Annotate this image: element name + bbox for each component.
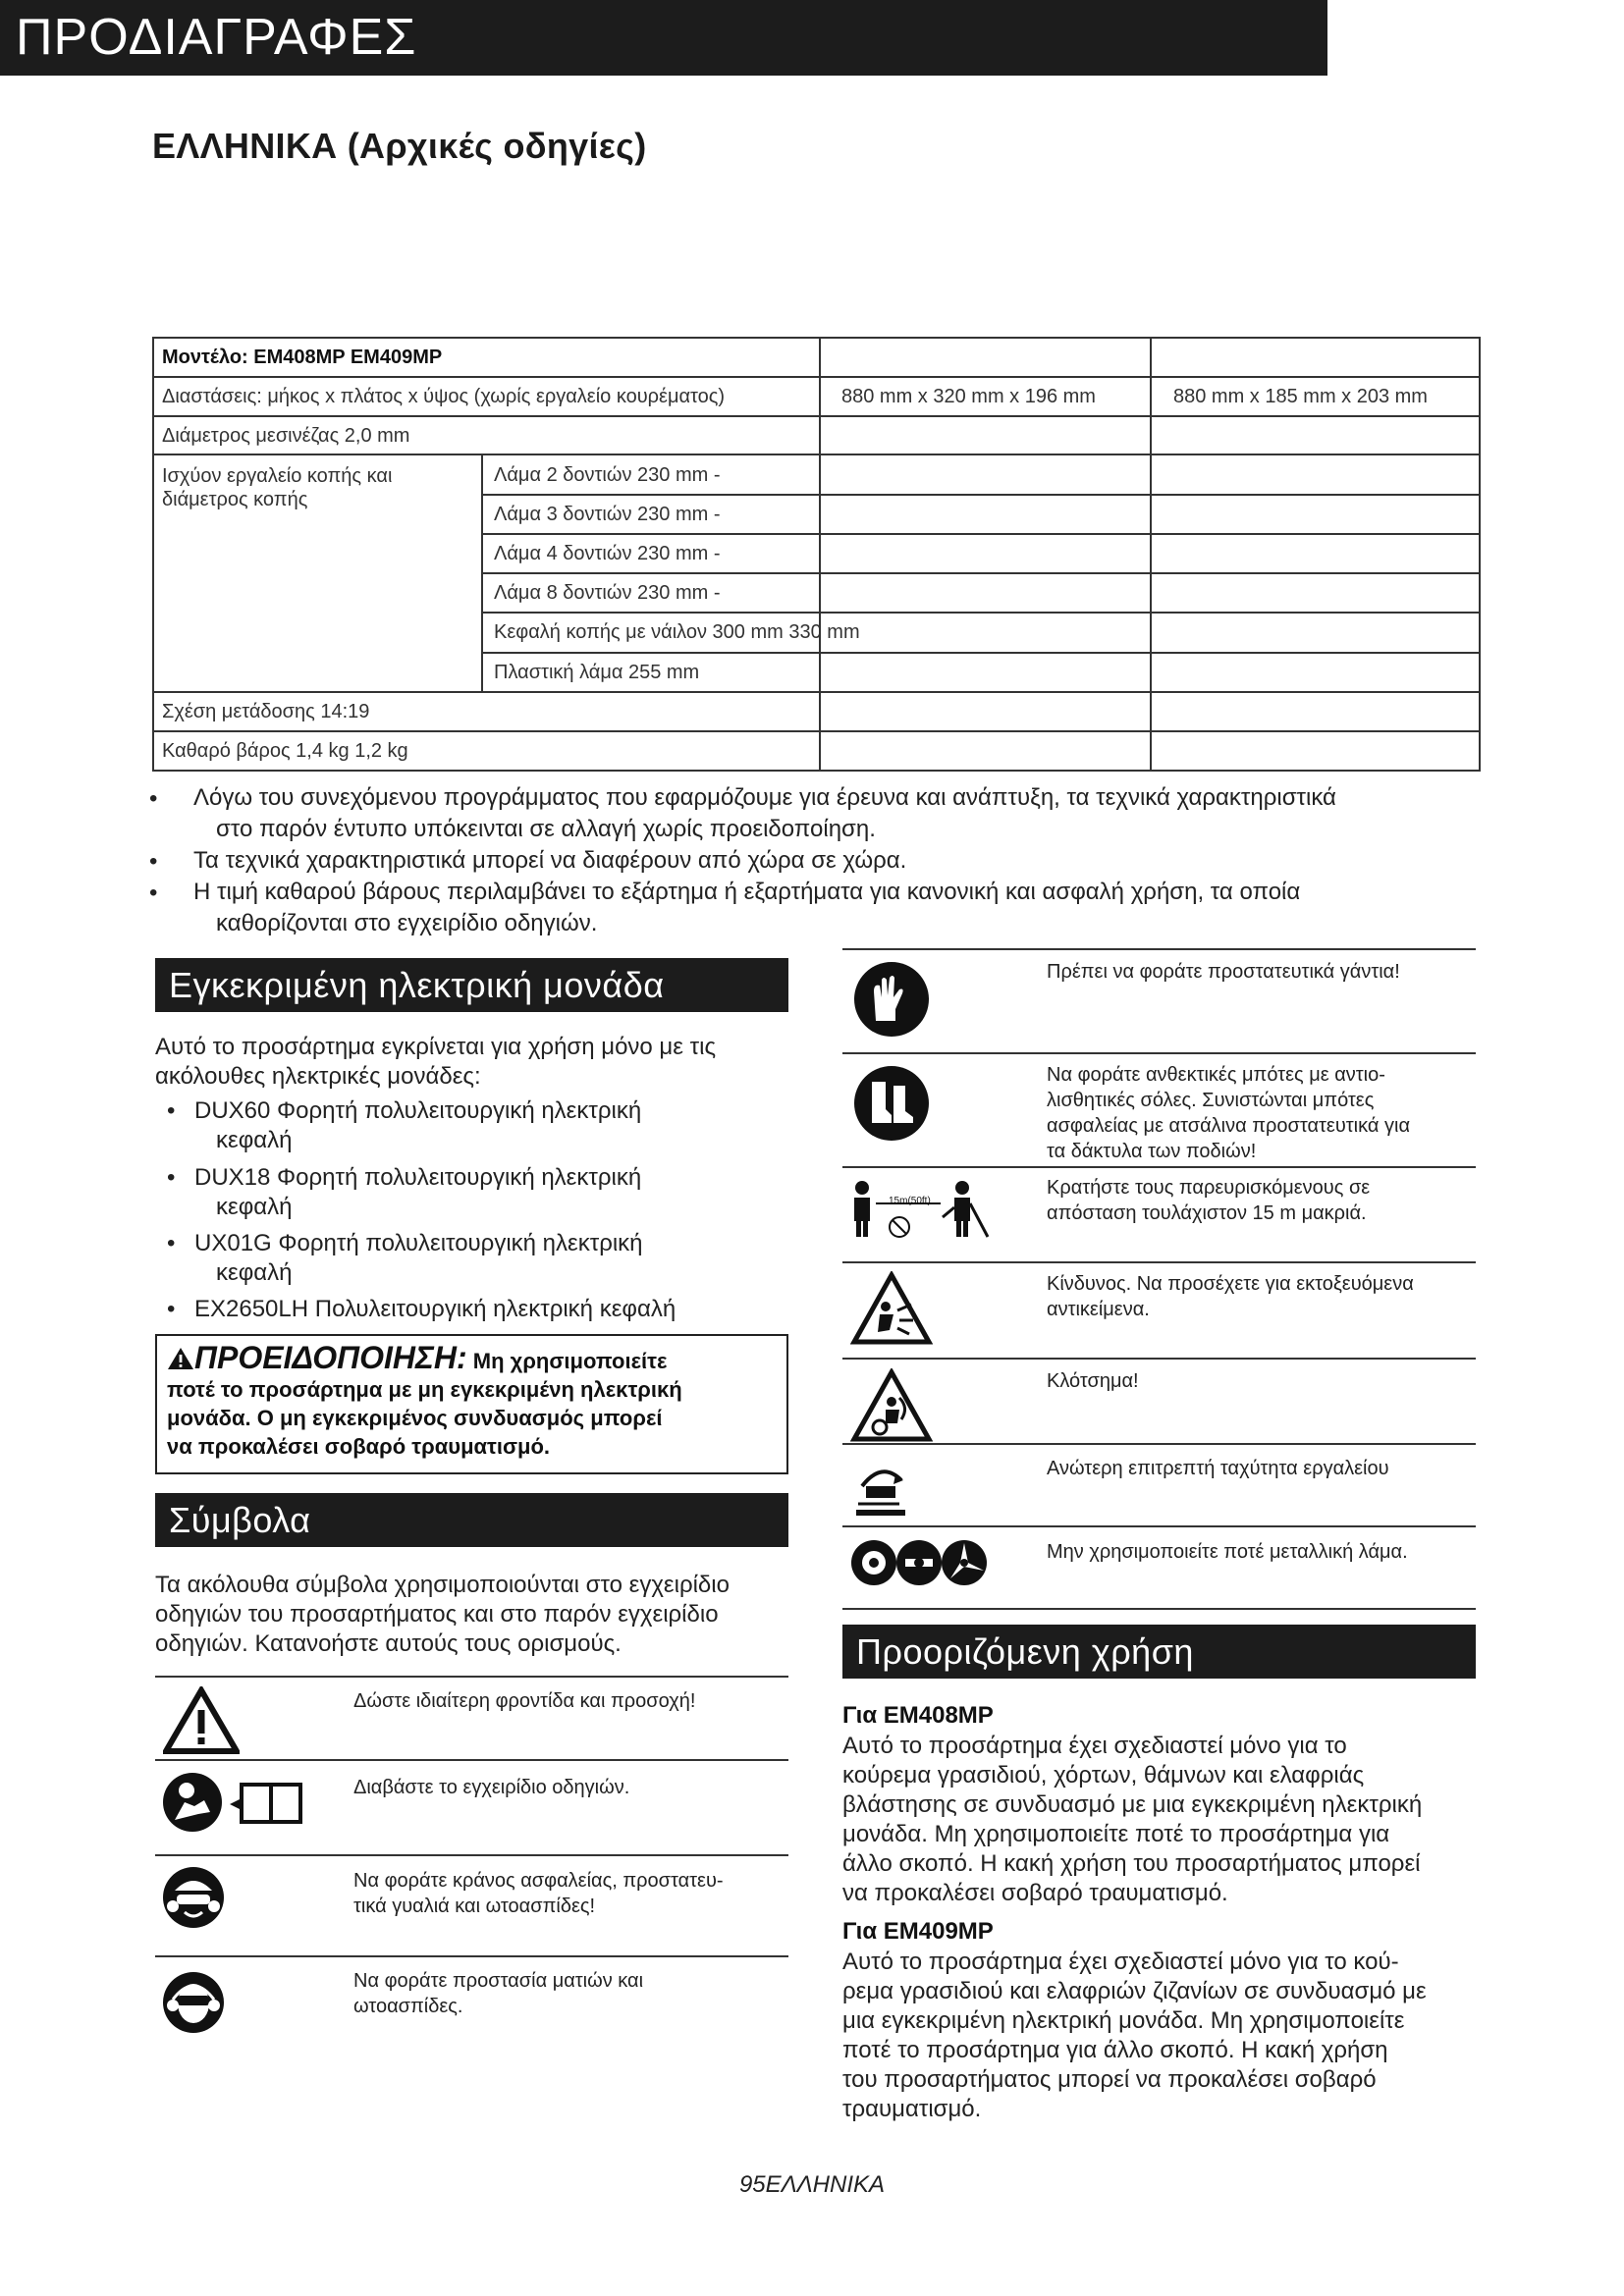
- keep-distance-icon: [846, 1178, 994, 1250]
- power-unit-item: κεφαλή: [216, 1259, 293, 1286]
- symbol-description: Διαβάστε το εγχειρίδιο οδηγιών.: [353, 1777, 630, 1798]
- symbol-description: Ανώτερη επιτρεπτή ταχύτητα εργαλείου: [1047, 1458, 1389, 1479]
- intended-use-text: βλάστησης σε συνδυασμό με μια εγκεκριμένη ηλεκτρική: [842, 1791, 1423, 1818]
- flying-objects-icon: [850, 1271, 933, 1351]
- kickback-icon: [850, 1368, 933, 1448]
- warning-triangle-icon: [167, 1347, 194, 1370]
- language-title: ΕΛΛΗΝΙΚΑ (Αρχικές οδηγίες): [152, 126, 647, 166]
- distance-label: 15m(50ft): [889, 1196, 931, 1206]
- symbols-intro: Τα ακόλουθα σύμβολα χρησιμοποιούνται στο εγχειρίδιο: [155, 1572, 730, 1598]
- cutting-tool-row: Λάμα 8 δοντιών 230 mm -: [494, 582, 721, 604]
- symbol-description: Κίνδυνος. Να προσέχετε για εκτοξευόμενα: [1047, 1273, 1414, 1295]
- eye-ear-protection-icon: [161, 1970, 226, 2040]
- divider: [842, 1358, 1476, 1360]
- power-unit-item: DUX60 Φορητή πολυλειτουργική ηλεκτρική: [194, 1097, 642, 1124]
- em409mp-heading: Για EM409MP: [842, 1918, 994, 1945]
- bullet: •: [149, 848, 158, 875]
- spec-note: Η τιμή καθαρού βάρους περιλαμβάνει το εξάρτημα ή εξαρτήματα για κανονική και ασφαλή χρήση, τα οποία: [193, 879, 1301, 905]
- net-weight-cell: Καθαρό βάρος 1,4 kg 1,2 kg: [162, 740, 408, 762]
- intended-use-text: να προκαλέσει σοβαρό τραυματισμό.: [842, 1880, 1228, 1906]
- power-unit-item: DUX18 Φορητή πολυλειτουργική ηλεκτρική: [194, 1164, 642, 1191]
- bullet: •: [167, 1164, 176, 1191]
- symbol-description: αντικείμενα.: [1047, 1299, 1150, 1320]
- intended-use-text: Αυτό το προσάρτημα έχει σχεδιαστεί μόνο για το κού-: [842, 1949, 1399, 1975]
- read-manual-icon: [161, 1771, 308, 1839]
- spec-note: καθορίζονται στο εγχειρίδιο οδηγιών.: [216, 910, 598, 936]
- symbol-description: Κρατήστε τους παρευρισκόμενους σε: [1047, 1177, 1371, 1199]
- divider: [155, 1759, 788, 1761]
- intended-use-text: μονάδα. Μη χρησιμοποιείτε ποτέ το προσάρτημα για: [842, 1821, 1390, 1847]
- divider: [842, 1525, 1476, 1527]
- symbol-description: Μην χρησιμοποιείτε ποτέ μεταλλική λάμα.: [1047, 1541, 1408, 1563]
- warning-box: [155, 1334, 788, 1474]
- cutting-tool-row: Λάμα 2 δοντιών 230 mm -: [494, 464, 721, 486]
- bullet: •: [167, 1097, 176, 1124]
- power-unit-item: κεφαλή: [216, 1127, 293, 1153]
- no-metal-blade-icon: [850, 1537, 988, 1593]
- divider: [842, 1443, 1476, 1445]
- page-footer: 95ΕΛΛΗΝΙΚΑ: [738, 2171, 886, 2198]
- intended-use-text: Αυτό το προσάρτημα έχει σχεδιαστεί μόνο για το: [842, 1733, 1347, 1759]
- divider: [842, 1261, 1476, 1263]
- divider: [842, 1166, 1476, 1168]
- intended-use-heading: Προοριζόμενη χρήση: [842, 1625, 1476, 1679]
- warning-title: ΠΡΟΕΙΔΟΠΟΙΗΣΗ:: [194, 1340, 467, 1375]
- symbol-description: ωτοασπίδες.: [353, 1996, 463, 2017]
- intended-use-text: ποτέ το προσάρτημα για άλλο σκοπό. Η κακή χρήση: [842, 2037, 1388, 2063]
- symbol-description: τικά γυαλιά και ωτοασπίδες!: [353, 1896, 596, 1917]
- symbol-description: Να φοράτε ανθεκτικές μπότες με αντιο-: [1047, 1064, 1385, 1086]
- model-cell: Μοντέλο: EM408MP EM409MP: [162, 347, 443, 368]
- symbols-heading: Σύμβολα: [155, 1493, 788, 1547]
- bullet: •: [167, 1230, 176, 1256]
- divider: [155, 1955, 788, 1957]
- helmet-goggles-earmuffs-icon: [161, 1865, 226, 1935]
- specifications-heading: ΠΡΟΔΙΑΓΡΑΦΕΣ: [0, 0, 1327, 76]
- divider: [842, 1608, 1476, 1610]
- approved-intro: Αυτό το προσάρτημα εγκρίνεται για χρήση μόνο με τις: [155, 1034, 717, 1060]
- warning-text: ποτέ το προσάρτημα με μη εγκεκριμένη ηλεκτρική: [167, 1377, 682, 1402]
- symbol-description: Πρέπει να φοράτε προστατευτικά γάντια!: [1047, 961, 1400, 983]
- safety-boots-icon: [852, 1064, 931, 1148]
- intended-use-text: του προσαρτήματος μπορεί να προκαλέσει σοβαρό: [842, 2066, 1377, 2093]
- gloves-icon: [852, 960, 931, 1043]
- warning-text: Μη χρησιμοποιείτε: [472, 1349, 668, 1373]
- cutting-tool-row: Πλαστική λάμα 255 mm: [494, 662, 700, 683]
- warning-text: να προκαλέσει σοβαρό τραυματισμό.: [167, 1434, 551, 1459]
- divider: [155, 1854, 788, 1856]
- max-speed-icon: [852, 1457, 911, 1524]
- intended-use-text: τραυματισμό.: [842, 2096, 982, 2122]
- approved-intro: ακόλουθες ηλεκτρικές μονάδες:: [155, 1063, 481, 1090]
- power-unit-item: UX01G Φορητή πολυλειτουργική ηλεκτρική: [194, 1230, 643, 1256]
- gear-ratio-cell: Σχέση μετάδοσης 14:19: [162, 701, 370, 722]
- spec-note: Τα τεχνικά χαρακτηριστικά μπορεί να διαφέρουν από χώρα σε χώρα.: [193, 847, 907, 874]
- divider: [842, 1052, 1476, 1054]
- symbols-intro: οδηγιών. Κατανοήστε αυτούς τους ορισμούς.: [155, 1630, 622, 1657]
- symbol-description: τα δάκτυλα των ποδιών!: [1047, 1141, 1257, 1162]
- cutting-tool-row: Λάμα 4 δοντιών 230 mm -: [494, 543, 721, 564]
- intended-use-text: μια εγκεκριμένη ηλεκτρική μονάδα. Μη χρησιμοποιείτε: [842, 2007, 1405, 2034]
- symbols-intro: οδηγιών του προσαρτήματος και στο παρόν εγχειρίδιο: [155, 1601, 719, 1628]
- symbol-description: Κλότσημα!: [1047, 1370, 1139, 1392]
- spec-note: στο παρόν έντυπο υπόκεινται σε αλλαγή χωρίς προειδοποίηση.: [216, 816, 876, 842]
- em408mp-heading: Για EM408MP: [842, 1702, 994, 1729]
- intended-use-text: άλλο σκοπό. Η κακή χρήση του προσαρτήματος μπορεί: [842, 1850, 1421, 1877]
- bullet: •: [149, 880, 158, 906]
- divider: [155, 1676, 788, 1678]
- specifications-table: [152, 337, 1481, 772]
- intended-use-text: κούρεμα γρασιδιού, χόρτων, θάμνων και ελαφριάς: [842, 1762, 1365, 1789]
- dimensions-label: Διαστάσεις: μήκος x πλάτος x ύψος (χωρίς εργαλείο κουρέματος): [162, 386, 726, 407]
- warning-triangle-icon: [163, 1686, 240, 1760]
- symbol-description: λισθητικές σόλες. Συνιστώνται μπότες: [1047, 1090, 1375, 1111]
- bullet: •: [149, 785, 158, 812]
- divider: [842, 948, 1476, 950]
- symbol-description: Να φοράτε κράνος ασφαλείας, προστατευ-: [353, 1870, 724, 1892]
- cutting-tool-label: Ισχύον εργαλείο κοπής και διάμετρος κοπής: [162, 465, 393, 510]
- warning-text: μονάδα. Ο μη εγκεκριμένος συνδυασμός μπορεί: [167, 1406, 663, 1430]
- power-unit-item: κεφαλή: [216, 1194, 293, 1220]
- spec-note: Λόγω του συνεχόμενου προγράμματος που εφαρμόζουμε για έρευνα και ανάπτυξη, τα τεχνικά χαρακτηριστικά: [193, 784, 1336, 811]
- power-unit-item: EX2650LH Πολυλειτουργική ηλεκτρική κεφαλή: [194, 1296, 677, 1322]
- nylon-diameter-cell: Διάμετρος μεσινέζας 2,0 mm: [162, 425, 410, 447]
- cutting-tool-row: Κεφαλή κοπής με νάιλον 300 mm 330 mm: [494, 621, 860, 643]
- cutting-tool-row: Λάμα 3 δοντιών 230 mm -: [494, 504, 721, 525]
- symbol-description: Δώστε ιδιαίτερη φροντίδα και προσοχή!: [353, 1690, 696, 1712]
- bullet: •: [167, 1296, 176, 1322]
- dimensions-em409mp: 880 mm x 185 mm x 203 mm: [1173, 386, 1428, 407]
- dimensions-em408mp: 880 mm x 320 mm x 196 mm: [841, 386, 1096, 407]
- intended-use-text: ρεμα γρασιδιού και ελαφριών ζιζανίων σε συνδυασμό με: [842, 1978, 1427, 2004]
- symbol-description: Να φοράτε προστασία ματιών και: [353, 1970, 644, 1992]
- approved-power-unit-heading: Εγκεκριμένη ηλεκτρική μονάδα: [155, 958, 788, 1012]
- symbol-description: απόσταση τουλάχιστον 15 m μακριά.: [1047, 1202, 1367, 1224]
- symbol-description: ασφαλείας με ατσάλινα προστατευτικά για: [1047, 1115, 1410, 1137]
